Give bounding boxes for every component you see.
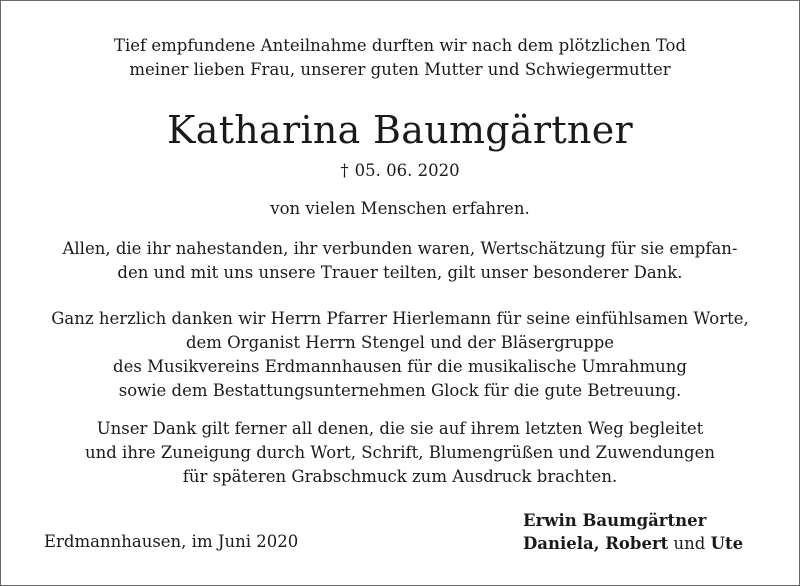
intro-line-2: meiner lieben Frau, unserer guten Mutter und Schwiegermutter bbox=[129, 60, 671, 79]
death-date: 05. 06. 2020 bbox=[354, 161, 460, 180]
place-and-date: Erdmannhausen, im Juni 2020 bbox=[44, 532, 299, 551]
paragraph-line: den und mit uns unsere Trauer teilten, gilt unser besonderer Dank. bbox=[117, 263, 683, 282]
paragraph-line: des Musikvereins Erdmannhausen für die musikalische Umrahmung bbox=[113, 357, 687, 376]
intro-line-1: Tief empfundene Anteilnahme durften wir nach dem plötzlichen Tod bbox=[113, 36, 687, 55]
paragraph-line: Allen, die ihr nahestanden, ihr verbunden waren, Wertschätzung für sie empfan- bbox=[62, 239, 738, 258]
thanks-paragraph-1 bbox=[21, 237, 779, 285]
paragraph-line: und ihre Zuneigung durch Wort, Schrift, Blumengrüßen und Zuwendungen bbox=[84, 443, 715, 462]
thanks-paragraph-2 bbox=[21, 307, 779, 403]
signer-names: Daniela, Robert bbox=[523, 534, 669, 553]
paragraph-line: Ganz herzlich danken wir Herrn Pfarrer Hierlemann für seine einfühlsamen Worte, bbox=[51, 309, 749, 328]
thanks-paragraph-3 bbox=[21, 417, 779, 489]
paragraph-line: für späteren Grabschmuck zum Ausdruck brachten. bbox=[182, 467, 618, 486]
learned-text bbox=[21, 197, 779, 221]
paragraph-line: Unser Dank gilt ferner all denen, die sie auf ihrem letzten Weg begleitet bbox=[96, 419, 704, 438]
death-date-line bbox=[21, 159, 779, 183]
paragraph-line: sowie dem Bestattungsunternehmen Glock für die gute Betreuung. bbox=[118, 381, 682, 400]
signer-and: und bbox=[673, 534, 706, 553]
signer-line-2 bbox=[523, 532, 743, 555]
learned-line: von vielen Menschen erfahren. bbox=[270, 199, 530, 218]
signer-name-ute: Ute bbox=[710, 534, 744, 553]
signers bbox=[523, 509, 743, 555]
signer-line-1: Erwin Baumgärtner bbox=[523, 511, 707, 530]
deceased-name: Katharina Baumgärtner bbox=[167, 108, 633, 152]
paragraph-line: dem Organist Herrn Stengel und der Bläsergruppe bbox=[185, 333, 615, 352]
cross-icon: † bbox=[340, 161, 349, 180]
intro-text bbox=[21, 34, 779, 82]
